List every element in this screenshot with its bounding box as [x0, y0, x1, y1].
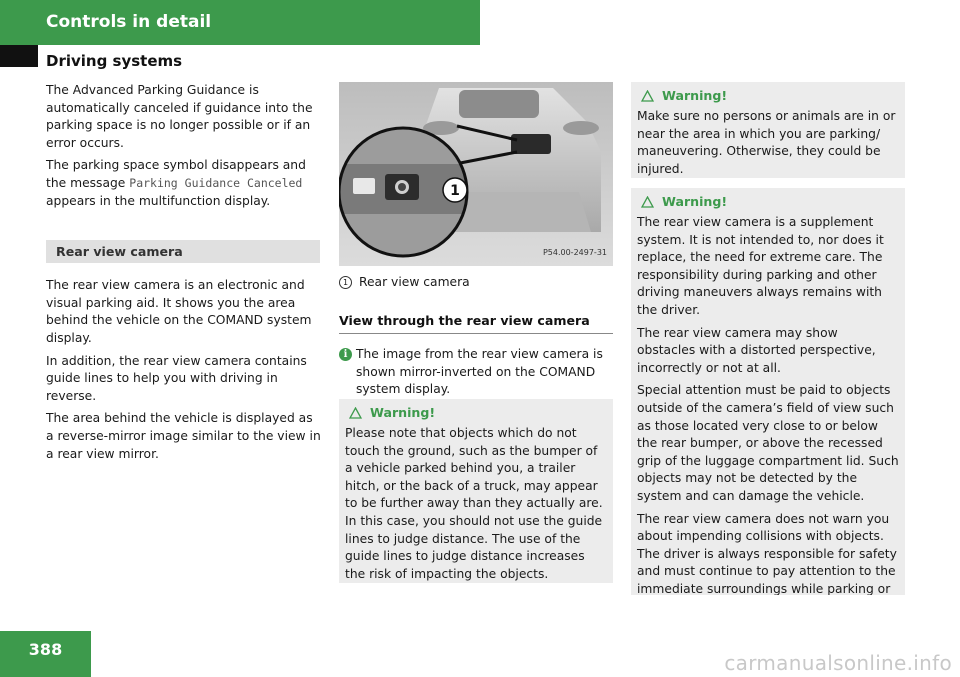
- subheading-rear-view-camera: Rear view camera: [46, 240, 320, 263]
- view-heading: View through the rear view camera: [339, 312, 613, 335]
- display-message: Parking Guidance Canceled: [129, 175, 303, 190]
- paragraph-camera-intro: The rear view camera is an electronic and visual parking aid. It shows you the area behind the vehicle on the COMAND system display.: [46, 278, 312, 345]
- warning-title: Warning!: [662, 194, 728, 210]
- warning-triangle-icon: [641, 196, 654, 208]
- chapter-title: Controls in detail: [46, 12, 212, 32]
- rear-camera-photo: [339, 82, 613, 266]
- paragraph-parking-symbol: [46, 157, 322, 210]
- warning-box-persons: [631, 82, 905, 178]
- warning-paragraph-3: Special attention must be paid to objects outside of the camera’s field of view such as those located very close to or below the rear bumper, or above the recessed grip of the luggage compartment lid. Such objects may not be detected by the system and can damage the vehicle.: [637, 383, 899, 503]
- warning-paragraph-4: The rear view camera does not warn you about impending collisions with objects. The driver is always responsible for safety and must continue to pay attention to the immediate surroundings while parking or: [637, 511, 897, 595]
- paragraph-reverse-mirror: The area behind the vehicle is displayed as a reverse-mirror image similar to the view in a rear view mirror.: [46, 411, 321, 461]
- warning-title: Warning!: [662, 88, 728, 104]
- warning-triangle-icon: [641, 90, 654, 102]
- section-marker: [0, 45, 38, 67]
- callout-number: 1: [450, 183, 460, 199]
- column-left: [46, 82, 322, 468]
- warning-header: [637, 87, 899, 105]
- warning-box-guide-lines: [339, 399, 613, 583]
- text-segment: appears in the multifunction display.: [46, 193, 271, 208]
- section-title: Driving systems: [46, 52, 183, 70]
- warning-title: Warning!: [370, 405, 436, 421]
- info-icon: i: [339, 348, 352, 361]
- paragraph-guide-lines: In addition, the rear view camera contains guide lines to help you with driving in reverse.: [46, 353, 307, 403]
- caption-number: 1: [339, 276, 352, 289]
- chapter-header: [0, 0, 480, 45]
- warning-paragraph-1: The rear view camera is a supplement system. It is not intended to, nor does it replace, the need for extreme care. The responsibility during parking and other driving maneuvers always remains with the driver.: [637, 215, 884, 317]
- warning-header: [637, 193, 899, 211]
- watermark: carmanualsonline.info: [724, 651, 952, 675]
- caption-text: Rear view camera: [359, 275, 470, 289]
- paragraph-guidance-canceled: The Advanced Parking Guidance is automatically canceled if guidance into the parking space is no longer possible or if an error occurs.: [46, 83, 313, 150]
- warning-text: Please note that objects which do not touch the ground, such as the bumper of a vehicle parked behind you, a trailer hitch, or the back of a truck, may appear to be further away than they actually are. In this case, you should not use the guide lines to judge distance. The use of the guide lines to judge distance increases the risk of impacting the objects.: [345, 426, 603, 581]
- warning-triangle-icon: [349, 407, 362, 419]
- info-note: [339, 346, 613, 399]
- column-middle: [339, 82, 613, 399]
- image-caption: [339, 274, 613, 292]
- text-segment: The parking space symbol disappears and the message: [46, 158, 306, 190]
- warning-header: [345, 404, 607, 422]
- car-rear-illustration: [339, 82, 613, 266]
- info-text: The image from the rear view camera is shown mirror-inverted on the COMAND system display.: [356, 347, 603, 397]
- warning-text: Make sure no persons or animals are in or near the area in which you are parking/ maneuvering. Otherwise, they could be injured.: [637, 109, 896, 176]
- image-reference-code: P54.00-2497-31: [542, 248, 607, 258]
- warning-box-supplement-system: [631, 188, 905, 595]
- page-number: 388: [0, 631, 91, 677]
- warning-paragraph-2: The rear view camera may show obstacles with a distorted perspective, incorrectly or not at all.: [637, 325, 876, 375]
